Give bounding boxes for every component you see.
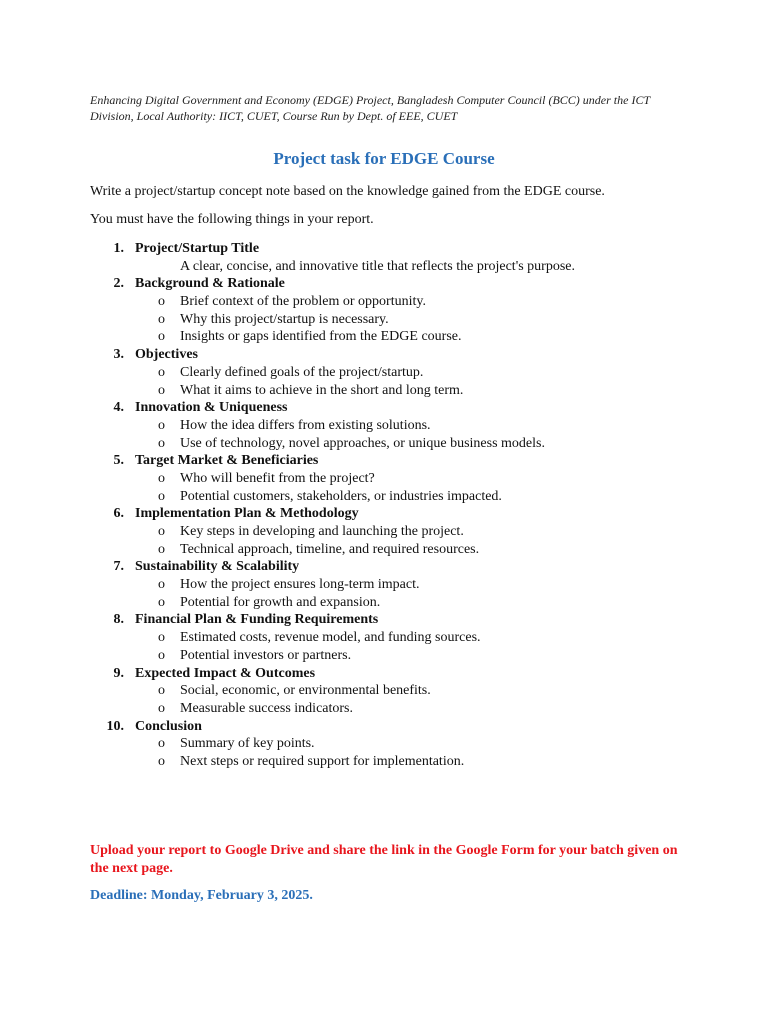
list-item-number: 8. <box>113 612 124 628</box>
list-item-number: 1. <box>113 241 124 256</box>
sub-item <box>90 382 710 400</box>
sub-item <box>90 488 710 506</box>
bullet-icon: o <box>158 382 165 398</box>
sub-item-text: Why this project/startup is necessary. <box>180 311 389 327</box>
bullet-icon: o <box>158 470 165 486</box>
list-item-number: 10. <box>106 718 124 734</box>
list-item <box>90 558 710 576</box>
sub-item <box>90 735 710 753</box>
list-item-number: 7. <box>113 559 124 575</box>
sub-item-text: Use of technology, novel approaches, or unique business models. <box>180 435 545 451</box>
sub-item <box>90 594 710 612</box>
list-item-heading: Innovation & Uniqueness <box>135 400 288 416</box>
bullet-icon: o <box>158 488 165 504</box>
list-item-number: 4. <box>113 400 124 416</box>
project-header: Enhancing Digital Government and Economy (EDGE) Project, Bangladesh Computer Council (BCC) under the ICT Division, Local Authority: IICT, CUET, Course Run by Dept. of EEE, CUET <box>90 93 650 123</box>
bullet-icon: o <box>158 311 165 327</box>
bullet-icon: o <box>158 753 165 769</box>
list-item-heading: Conclusion <box>135 718 202 734</box>
sub-item-text: Key steps in developing and launching the project. <box>180 524 464 539</box>
sub-item <box>90 523 710 541</box>
list-item-heading: Sustainability & Scalability <box>135 559 300 575</box>
sub-item <box>90 258 710 276</box>
sub-item-text: Who will benefit from the project? <box>180 470 375 486</box>
bullet-icon: o <box>158 524 165 539</box>
bullet-icon: o <box>158 577 165 593</box>
sub-item-text: Estimated costs, revenue model, and funding sources. <box>180 630 481 646</box>
bullet-icon: o <box>158 364 165 380</box>
sub-item <box>90 311 710 329</box>
list-item <box>90 611 710 629</box>
deadline-text: Deadline: Monday, February 3, 2025. <box>90 888 313 903</box>
sub-item-text: Potential investors or partners. <box>180 647 352 663</box>
bullet-icon: o <box>158 594 165 610</box>
list-item-heading: Background & Rationale <box>135 276 285 292</box>
sub-item <box>90 417 710 435</box>
list-item <box>90 346 710 364</box>
list-item-heading: Project/Startup Title <box>135 241 260 256</box>
sub-item-text: Technical approach, timeline, and required resources. <box>180 541 480 557</box>
intro-paragraph: Write a project/startup concept note based on the knowledge gained from the EDGE course. <box>90 184 605 199</box>
list-item <box>90 718 710 736</box>
sub-item <box>90 647 710 665</box>
list-item <box>90 240 710 258</box>
list-item-number: 2. <box>113 276 124 292</box>
bullet-icon: o <box>158 329 165 345</box>
list-item-number: 9. <box>113 665 124 681</box>
bullet-icon: o <box>158 736 165 752</box>
sub-item-text: Clearly defined goals of the project/startup. <box>180 364 424 380</box>
list-item-heading: Expected Impact & Outcomes <box>135 665 316 681</box>
list-item <box>90 452 710 470</box>
sub-item <box>90 753 710 771</box>
sub-item-text: Potential customers, stakeholders, or industries impacted. <box>180 488 502 504</box>
sub-item-text: Potential for growth and expansion. <box>180 594 381 610</box>
bullet-icon: o <box>158 647 165 663</box>
list-item <box>90 665 710 683</box>
list-item-heading: Target Market & Beneficiaries <box>135 453 319 469</box>
sub-item <box>90 435 710 453</box>
sub-item-text: Social, economic, or environmental benefits. <box>180 683 431 699</box>
sub-item <box>90 328 710 346</box>
requirement-paragraph: You must have the following things in your report. <box>90 212 374 227</box>
bullet-icon: o <box>158 541 165 557</box>
list-item-heading: Financial Plan & Funding Requirements <box>135 612 379 628</box>
sub-item-text: How the project ensures long-term impact. <box>180 577 420 593</box>
page-title: Project task for EDGE Course <box>273 149 495 168</box>
requirements-list <box>90 240 710 771</box>
sub-item <box>90 541 710 559</box>
list-item <box>90 505 710 523</box>
sub-item <box>90 700 710 718</box>
list-item <box>90 275 710 293</box>
list-item <box>90 399 710 417</box>
sub-item <box>90 293 710 311</box>
list-item-number: 3. <box>113 347 124 363</box>
sub-item-text: Measurable success indicators. <box>180 700 353 716</box>
sub-item <box>90 629 710 647</box>
sub-item-text: What it aims to achieve in the short and long term. <box>180 382 464 398</box>
sub-item <box>90 364 710 382</box>
list-item-number: 6. <box>113 506 124 522</box>
bullet-icon: o <box>158 683 165 699</box>
bullet-icon: o <box>158 700 165 716</box>
list-item-number: 5. <box>113 453 124 469</box>
sub-item-text: Summary of key points. <box>180 736 315 752</box>
list-item-heading: Objectives <box>135 347 198 363</box>
bullet-icon: o <box>158 630 165 646</box>
sub-item <box>90 682 710 700</box>
sub-item-text: How the idea differs from existing solutions. <box>180 417 431 433</box>
bullet-icon: o <box>158 435 165 451</box>
sub-item-text: Insights or gaps identified from the EDGE course. <box>180 329 462 345</box>
list-item-heading: Implementation Plan & Methodology <box>135 506 359 522</box>
sub-item <box>90 470 710 488</box>
bullet-icon: o <box>158 417 165 433</box>
sub-item-text: Brief context of the problem or opportunity. <box>180 294 426 310</box>
upload-notice: Upload your report to Google Drive and share the link in the Google Form for your batch given on the next page. <box>90 843 678 876</box>
bullet-icon: o <box>158 294 165 310</box>
sub-item-text: A clear, concise, and innovative title that reflects the project's purpose. <box>180 258 575 274</box>
sub-item-text: Next steps or required support for implementation. <box>180 753 465 769</box>
sub-item <box>90 576 710 594</box>
